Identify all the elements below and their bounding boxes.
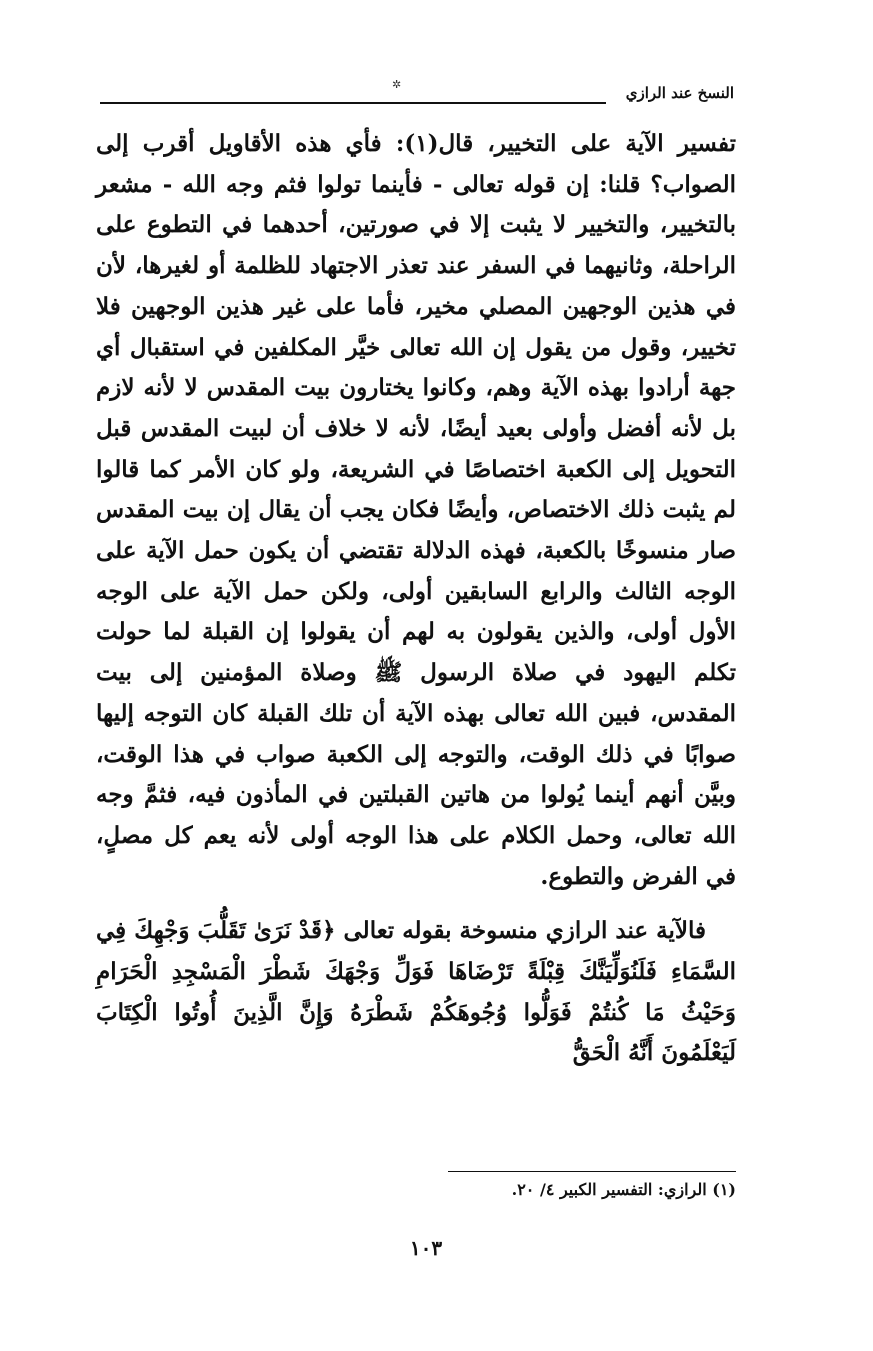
main-text	[96, 124, 736, 1074]
running-header	[100, 78, 734, 110]
page-number: ١٠٣	[409, 1236, 443, 1260]
header-rule	[100, 102, 606, 104]
header-title: النسخ عند الرازي	[625, 84, 734, 102]
paragraph-2: فالآية عند الرازي منسوخة بقوله تعالى ﴿قَدْ نَرَىٰ تَقَلُّبَ وَجْهِكَ فِي السَّمَاءِ فَلَنُوَلِّيَنَّكَ قِبْلَةً تَرْضَاهَا فَوَلِّ وَجْهَكَ شَطْرَ الْمَسْجِدِ الْحَرَامِ وَحَيْثُ مَا كُنتُمْ فَوَلُّوا وُجُوهَكُمْ شَطْرَهُ وَإِنَّ الَّذِينَ أُوتُوا الْكِتَابَ لَيَعْلَمُونَ أَنَّهُ الْحَقُّ	[96, 917, 736, 1067]
footnote-separator	[448, 1171, 736, 1172]
header-ornament-icon: ✲	[392, 78, 402, 91]
paragraph-1: تفسير الآية على التخيير، قال(١): فأي هذه الأقاويل أقرب إلى الصواب؟ قلنا: إن قوله تعالى - فأينما تولوا فثم وجه الله - مشعر بالتخيير، والتخيير لا يثبت إلا في صورتين، أحدهما في التطوع على الراحلة، وثانيهما في السفر عند تعذر الاجتهاد للظلمة أو لغيرها، لأن في هذين الوجهين المصلي مخير، فأما على غير هذين الوجهين فلا تخيير، وقول من يقول إن الله تعالى خيَّر المكلفين في استقبال أي جهة أرادوا بهذه الآية وهم، وكانوا يختارون بيت المقدس لا لأنه لازم بل لأنه أفضل وأولى بعيد أيضًا، لأنه لا خلاف أن لبيت المقدس قبل التحويل إلى الكعبة اختصاصًا في الشريعة، ولو كان الأمر كما قالوا لم يثبت ذلك الاختصاص، وأيضًا فكان يجب أن يقال إن بيت المقدس صار منسوخًا بالكعبة، فهذه الدلالة تقتضي أن يكون حمل الآية على الوجه الثالث والرابع السابقين أولى، ولكن حمل الآية على الوجه الأول أولى، والذين يقولون به لهم أن يقولوا إن القبلة لما حولت تكلم اليهود في صلاة الرسول ﷺ وصلاة المؤمنين إلى بيت المقدس، فبين الله تعالى بهذه الآية أن تلك القبلة كان التوجه إليها صوابًا في ذلك الوقت، والتوجه إلى الكعبة صواب في هذا الوقت، وبيَّن أنهم أينما يُولوا من هاتين القبلتين في المأذون فيه، فثمَّ وجه الله تعالى، وحمل الكلام على هذا الوجه أولى لأنه يعم كل مصلٍ، في الفرض والتطوع.	[96, 130, 736, 890]
footnote: (١) الرازي: التفسير الكبير ٤/ ٢٠.	[511, 1180, 736, 1199]
